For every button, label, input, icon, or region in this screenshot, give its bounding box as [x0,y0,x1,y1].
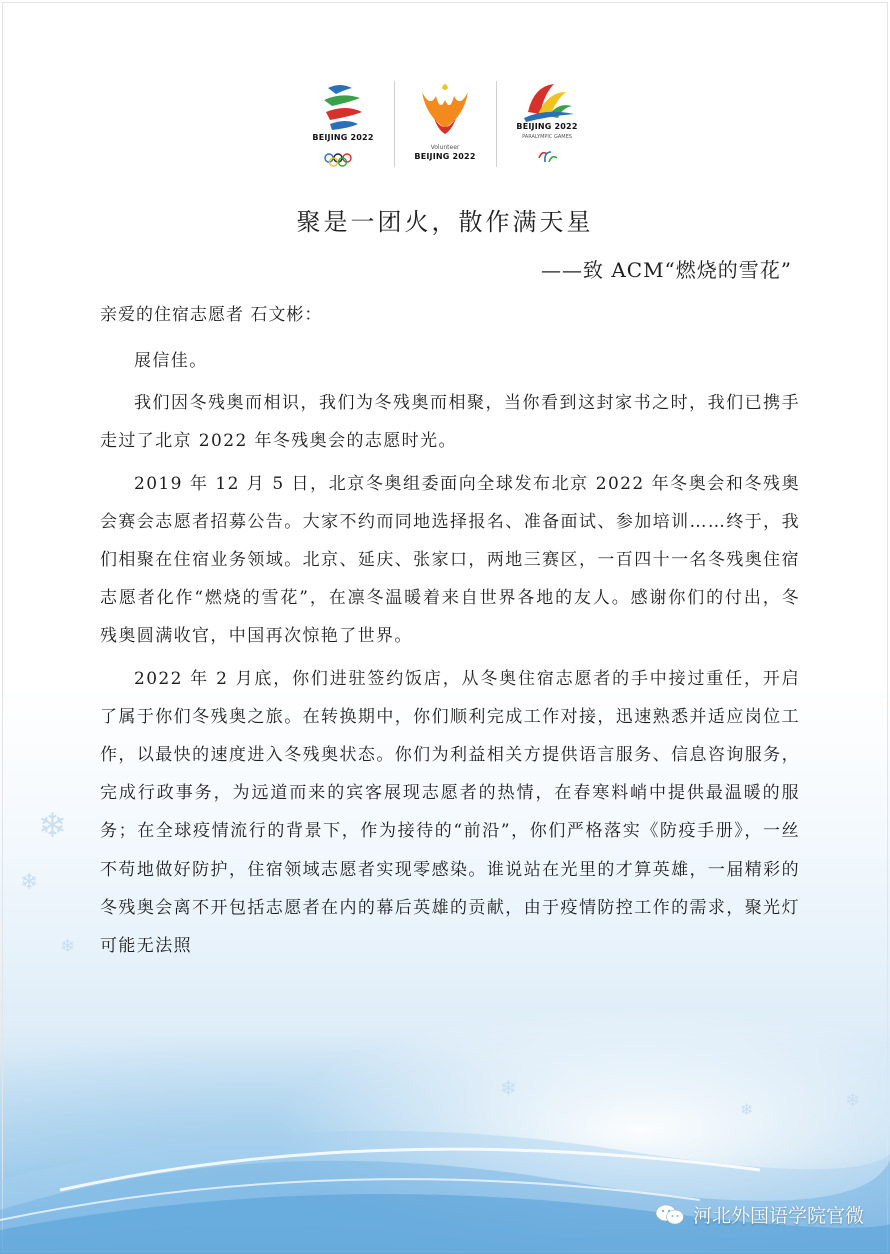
snowflake-icon: ❄ [38,806,67,846]
paragraph: 2022 年 2 月底，你们进驻签约饭店，从冬奥住宿志愿者的手中接过重任，开启了属于你们冬残奥之旅。在转换期中，你们顺利完成工作对接，迅速熟悉并适应岗位工作，以最快的速度进入冬残奥状态。你们为利益相关方提供语言服务、信息咨询服务，完成行政事务，为远道而来的宾客展现志愿者的热情，在春寒料峭中提供最温暖的服务；在全球疫情流行的背景下，作为接待的“前沿”，你们严格落实《防疫手册》，一丝不苟地做好防护，住宿领域志愿者实现零感染。谁说站在光里的才算英雄，一届精彩的冬残奥会离不开包括志愿者在内的幕后英雄的贡献，由于疫情防控工作的需求，聚光灯可能无法照 [100,668,800,957]
snowflake-icon: ❄ [845,1090,861,1111]
snowflake-icon: ❄ [740,1100,754,1119]
logo-divider [394,81,395,167]
paralympic-caption: BEIJING 2022 [516,122,578,131]
olympic-emblem-icon [300,78,386,170]
volunteer-logo [402,78,488,170]
letter-body [100,342,800,969]
paralympic-sub: PARALYMPIC GAMES [522,134,572,140]
snowflake-icon: ❄ [500,1076,517,1100]
logo-band [300,78,590,170]
snowflake-icon: ❄ [20,870,39,895]
letter-greeting: 亲爱的住宿志愿者 石文彬： [100,305,323,325]
olympic-emblem-logo [300,78,386,170]
volunteer-caption-top: Volunteer [430,144,460,151]
wechat-icon [655,1203,685,1227]
paragraph: 2019 年 12 月 5 日，北京冬奥组委面向全球发布北京 2022 年冬奥会和冬残奥会赛会志愿者招募公告。大家不约而同地选择报名、准备面试、参加培训……终于，我们相聚在住宿业务领域。北京、延庆、张家口，两地三赛区，一百四十一名冬残奥住宿志愿者化作“燃烧的雪花”，在凛冬温暖着来自世界各地的友人。感谢你们的付出，冬残奥圆满收官，中国再次惊艳了世界。 [100,473,800,647]
letter-title: 聚是一团火，散作满天星 [296,208,594,236]
wechat-watermark [655,1201,864,1228]
logo-divider [496,81,497,167]
paragraph: 展信佳。 [134,351,208,371]
watermark-text: 河北外国语学院官微 [692,1205,864,1227]
volunteer-caption: BEIJING 2022 [414,152,476,161]
paragraph: 我们因冬残奥而相识，我们为冬残奥而相聚，当你看到这封家书之时，我们已携手走过了北京 2022 年冬残奥会的志愿时光。 [100,393,800,452]
letter-subtitle: ——致 ACM“燃烧的雪花” [540,258,792,282]
paralympic-emblem-logo [504,78,590,170]
snowflake-icon: ❄ [60,936,76,957]
olympic-caption: BEIJING 2022 [312,133,374,142]
